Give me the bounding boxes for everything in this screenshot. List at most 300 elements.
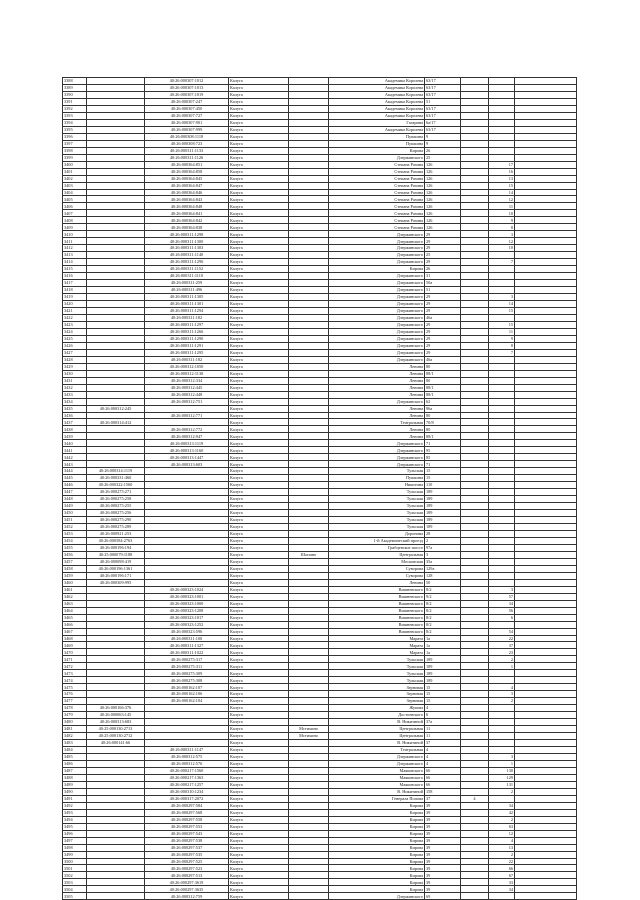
street-cell: Академика Королева xyxy=(329,78,425,85)
street-cell: Кирова xyxy=(329,865,425,872)
blank-cell xyxy=(515,398,577,405)
building-cell xyxy=(461,565,489,572)
land-cadastral-number-cell xyxy=(87,168,145,175)
object-cadastral-number-cell: 40:26:000297:568 xyxy=(145,809,229,816)
object-cadastral-number-cell: 40:26:000297:553 xyxy=(145,823,229,830)
land-cadastral-number-cell xyxy=(87,760,145,767)
land-cadastral-number-cell xyxy=(87,203,145,210)
row-number-cell: 3406 xyxy=(63,203,87,210)
city-cell: Калуга xyxy=(229,649,289,656)
row-number-cell: 3433 xyxy=(63,391,87,398)
street-cell: Дзержинского xyxy=(329,356,425,363)
row-number-cell: 3441 xyxy=(63,447,87,454)
street-cell: Кирова xyxy=(329,823,425,830)
house-cell: 35а xyxy=(425,558,461,565)
building-cell xyxy=(461,579,489,586)
blank-cell xyxy=(515,266,577,273)
land-cadastral-number-cell xyxy=(87,307,145,314)
land-cadastral-number-cell xyxy=(87,238,145,245)
table-row xyxy=(63,837,577,844)
building-cell xyxy=(461,119,489,126)
house-cell: 80 xyxy=(425,363,461,370)
house-cell: 80 xyxy=(425,377,461,384)
settlement-cell xyxy=(289,482,329,489)
settlement-cell xyxy=(289,530,329,537)
house-cell: 29 xyxy=(425,335,461,342)
blank-cell xyxy=(515,328,577,335)
blank-cell xyxy=(515,691,577,698)
building-cell xyxy=(461,370,489,377)
blank-cell xyxy=(515,447,577,454)
building-cell xyxy=(461,774,489,781)
blank-cell xyxy=(515,760,577,767)
settlement-cell xyxy=(289,830,329,837)
flat-cell xyxy=(489,510,515,517)
house-cell: 9/2 xyxy=(425,593,461,600)
blank-cell xyxy=(515,391,577,398)
blank-cell xyxy=(515,628,577,635)
settlement-cell xyxy=(289,740,329,747)
blank-cell xyxy=(515,78,577,85)
blank-cell xyxy=(515,335,577,342)
land-cadastral-number-cell xyxy=(87,802,145,809)
street-cell: Дзержинского xyxy=(329,245,425,252)
settlement-cell xyxy=(289,586,329,593)
table-row xyxy=(63,224,577,231)
flat-cell xyxy=(489,126,515,133)
house-cell: 39 xyxy=(425,879,461,886)
land-cadastral-number-cell xyxy=(87,294,145,301)
city-cell: Калуга xyxy=(229,461,289,468)
building-cell xyxy=(461,238,489,245)
blank-cell xyxy=(515,607,577,614)
city-cell: Калуга xyxy=(229,753,289,760)
building-cell xyxy=(461,510,489,517)
city-cell: Калуга xyxy=(229,168,289,175)
blank-cell xyxy=(515,802,577,809)
object-cadastral-number-cell xyxy=(145,537,229,544)
row-number-cell: 3446 xyxy=(63,482,87,489)
blank-cell xyxy=(515,663,577,670)
building-cell xyxy=(461,328,489,335)
object-cadastral-number-cell: 40:26:000364:843 xyxy=(145,196,229,203)
building-cell xyxy=(461,426,489,433)
land-cadastral-number-cell xyxy=(87,684,145,691)
house-cell: 28 xyxy=(425,530,461,537)
table-row xyxy=(63,530,577,537)
object-cadastral-number-cell: 40:26:000311:1327 xyxy=(145,642,229,649)
land-cadastral-number-cell: 40:26:000309:995 xyxy=(87,579,145,586)
flat-cell: 15 xyxy=(489,307,515,314)
street-cell: Достоевского xyxy=(329,712,425,719)
land-cadastral-number-cell xyxy=(87,280,145,287)
blank-cell xyxy=(515,147,577,154)
row-number-cell: 3394 xyxy=(63,119,87,126)
row-number-cell: 3416 xyxy=(63,273,87,280)
row-number-cell: 3420 xyxy=(63,301,87,308)
row-number-cell: 3442 xyxy=(63,454,87,461)
street-cell: Кирова xyxy=(329,837,425,844)
row-number-cell: 3412 xyxy=(63,245,87,252)
table-row xyxy=(63,433,577,440)
house-cell: 37 xyxy=(425,740,461,747)
table-row xyxy=(63,189,577,196)
street-cell: Ленина xyxy=(329,426,425,433)
street-cell: Дзержинского xyxy=(329,461,425,468)
row-number-cell: 3388 xyxy=(63,78,87,85)
row-number-cell: 3482 xyxy=(63,733,87,740)
object-cadastral-number-cell xyxy=(145,510,229,517)
object-cadastral-number-cell: 40:26:000307:450 xyxy=(145,105,229,112)
settlement-cell xyxy=(289,691,329,698)
object-cadastral-number-cell: 40:26:000297:3635 xyxy=(145,886,229,893)
table-row xyxy=(63,517,577,524)
house-cell: 46а xyxy=(425,314,461,321)
city-cell: Калуга xyxy=(229,175,289,182)
street-cell: Дзержинского xyxy=(329,447,425,454)
settlement-cell xyxy=(289,593,329,600)
building-cell xyxy=(461,760,489,767)
house-cell: 6а/17 xyxy=(425,119,461,126)
registry-rows xyxy=(63,78,577,900)
row-number-cell: 3440 xyxy=(63,440,87,447)
city-cell: Калуга xyxy=(229,405,289,412)
city-cell: Калуга xyxy=(229,377,289,384)
row-number-cell: 3480 xyxy=(63,719,87,726)
land-cadastral-number-cell xyxy=(87,593,145,600)
city-cell: Калуга xyxy=(229,238,289,245)
object-cadastral-number-cell xyxy=(145,496,229,503)
land-cadastral-number-cell xyxy=(87,753,145,760)
table-row xyxy=(63,677,577,684)
settlement-cell xyxy=(289,872,329,879)
table-row xyxy=(63,816,577,823)
table-row xyxy=(63,767,577,774)
house-cell: 51 xyxy=(425,98,461,105)
row-number-cell: 3471 xyxy=(63,656,87,663)
city-cell: Калуга xyxy=(229,161,289,168)
object-cadastral-number-cell: 40:26:000364:851 xyxy=(145,161,229,168)
row-number-cell: 3463 xyxy=(63,600,87,607)
settlement-cell: Мстихино xyxy=(289,726,329,733)
city-cell: Калуга xyxy=(229,558,289,565)
object-cadastral-number-cell: 40:26:000312:1138 xyxy=(145,370,229,377)
city-cell: Калуга xyxy=(229,670,289,677)
land-cadastral-number-cell xyxy=(87,656,145,663)
blank-cell xyxy=(515,684,577,691)
object-cadastral-number-cell xyxy=(145,517,229,524)
row-number-cell: 3457 xyxy=(63,558,87,565)
house-cell: 189 xyxy=(425,663,461,670)
object-cadastral-number-cell: 40:26:000312:771 xyxy=(145,412,229,419)
object-cadastral-number-cell: 40:26:000297:513 xyxy=(145,872,229,879)
house-cell: 8/2 xyxy=(425,600,461,607)
object-cadastral-number-cell: 40:26:000312:772 xyxy=(145,426,229,433)
blank-cell xyxy=(515,809,577,816)
table-row xyxy=(63,558,577,565)
flat-cell: 63 xyxy=(489,823,515,830)
object-cadastral-number-cell: 40:26:000323:596 xyxy=(145,628,229,635)
settlement-cell xyxy=(289,168,329,175)
table-row xyxy=(63,565,577,572)
land-cadastral-number-cell: 40:26:000275:258 xyxy=(87,496,145,503)
building-cell xyxy=(461,203,489,210)
row-number-cell: 3484 xyxy=(63,747,87,754)
table-row xyxy=(63,844,577,851)
flat-cell xyxy=(489,78,515,85)
building-cell xyxy=(461,621,489,628)
object-cadastral-number-cell xyxy=(145,719,229,726)
city-cell: Калуга xyxy=(229,328,289,335)
row-number-cell: 3460 xyxy=(63,579,87,586)
city-cell: Калуга xyxy=(229,691,289,698)
land-cadastral-number-cell xyxy=(87,670,145,677)
street-cell: Дзержинского xyxy=(329,321,425,328)
land-cadastral-number-cell xyxy=(87,154,145,161)
flat-cell xyxy=(489,266,515,273)
blank-cell xyxy=(515,733,577,740)
building-cell xyxy=(461,154,489,161)
flat-cell: 66 xyxy=(489,865,515,872)
row-number-cell: 3483 xyxy=(63,740,87,747)
house-cell: 63/17 xyxy=(425,105,461,112)
city-cell: Калуга xyxy=(229,363,289,370)
street-cell: Ленина xyxy=(329,384,425,391)
street-cell: Суворова xyxy=(329,565,425,572)
land-cadastral-number-cell xyxy=(87,454,145,461)
row-number-cell: 3466 xyxy=(63,621,87,628)
street-cell: Дзержинского xyxy=(329,753,425,760)
blank-cell xyxy=(515,238,577,245)
city-cell: Калуга xyxy=(229,496,289,503)
blank-cell xyxy=(515,294,577,301)
blank-cell xyxy=(515,558,577,565)
row-number-cell: 3439 xyxy=(63,433,87,440)
house-cell: 189 xyxy=(425,517,461,524)
object-cadastral-number-cell: 40:26:000364:847 xyxy=(145,182,229,189)
land-cadastral-number-cell xyxy=(87,78,145,85)
table-row xyxy=(63,635,577,642)
flat-cell xyxy=(489,621,515,628)
house-cell: 80 xyxy=(425,426,461,433)
building-cell xyxy=(461,98,489,105)
flat-cell: 2 xyxy=(489,698,515,705)
row-number-cell: 3464 xyxy=(63,607,87,614)
street-cell: Тульская xyxy=(329,677,425,684)
row-number-cell: 3503 xyxy=(63,879,87,886)
house-cell: 37а xyxy=(425,719,461,726)
city-cell: Калуга xyxy=(229,454,289,461)
flat-cell xyxy=(489,544,515,551)
blank-cell xyxy=(515,572,577,579)
street-cell: Тульская xyxy=(329,656,425,663)
object-cadastral-number-cell: 40:26:000311:1147 xyxy=(145,747,229,754)
blank-cell xyxy=(515,349,577,356)
table-row xyxy=(63,788,577,795)
street-cell: Маяковского xyxy=(329,774,425,781)
house-cell: 63/17 xyxy=(425,91,461,98)
row-number-cell: 3410 xyxy=(63,231,87,238)
blank-cell xyxy=(515,712,577,719)
house-cell: 70/8 xyxy=(425,419,461,426)
blank-cell xyxy=(515,795,577,802)
house-cell: 85 xyxy=(425,454,461,461)
building-cell xyxy=(461,733,489,740)
blank-cell xyxy=(515,544,577,551)
object-cadastral-number-cell: 40:26:000323:1000 xyxy=(145,600,229,607)
building-cell xyxy=(461,482,489,489)
flat-cell xyxy=(489,726,515,733)
flat-cell: 10 xyxy=(489,210,515,217)
house-cell: 63/17 xyxy=(425,126,461,133)
flat-cell: 42 xyxy=(489,809,515,816)
building-cell xyxy=(461,210,489,217)
table-row xyxy=(63,335,577,342)
street-cell: Зерновая xyxy=(329,691,425,698)
blank-cell xyxy=(515,649,577,656)
object-cadastral-number-cell: 40:26:000297:543 xyxy=(145,830,229,837)
row-number-cell: 3403 xyxy=(63,182,87,189)
flat-cell xyxy=(489,105,515,112)
table-row xyxy=(63,252,577,259)
object-cadastral-number-cell: 40:26:000364:845 xyxy=(145,175,229,182)
row-number-cell: 3390 xyxy=(63,91,87,98)
house-cell: 39 xyxy=(425,858,461,865)
building-cell xyxy=(461,140,489,147)
blank-cell xyxy=(515,586,577,593)
blank-cell xyxy=(515,321,577,328)
settlement-cell xyxy=(289,266,329,273)
building-cell xyxy=(461,753,489,760)
table-row xyxy=(63,753,577,760)
table-row xyxy=(63,544,577,551)
flat-cell: 9 xyxy=(489,335,515,342)
flat-cell: 3 xyxy=(489,231,515,238)
object-cadastral-number-cell: 40:26:000311:1152 xyxy=(145,266,229,273)
blank-cell xyxy=(515,788,577,795)
flat-cell: 4 xyxy=(489,684,515,691)
house-cell: 29 xyxy=(425,301,461,308)
settlement-cell xyxy=(289,384,329,391)
settlement-cell xyxy=(289,78,329,85)
blank-cell xyxy=(515,865,577,872)
flat-cell xyxy=(489,252,515,259)
settlement-cell xyxy=(289,370,329,377)
blank-cell xyxy=(515,405,577,412)
settlement-cell xyxy=(289,628,329,635)
house-cell: 29 xyxy=(425,245,461,252)
street-cell: Степана Разина xyxy=(329,224,425,231)
object-cadastral-number-cell: 40:26:000307:247 xyxy=(145,98,229,105)
land-cadastral-number-cell xyxy=(87,196,145,203)
blank-cell xyxy=(515,656,577,663)
building-cell xyxy=(461,321,489,328)
city-cell: Калуга xyxy=(229,510,289,517)
city-cell: Калуга xyxy=(229,210,289,217)
land-cadastral-number-cell xyxy=(87,147,145,154)
table-row xyxy=(63,78,577,85)
row-number-cell: 3487 xyxy=(63,767,87,774)
object-cadastral-number-cell xyxy=(145,572,229,579)
flat-cell xyxy=(489,530,515,537)
table-row xyxy=(63,461,577,468)
table-row xyxy=(63,245,577,252)
street-cell: Академика Королева xyxy=(329,126,425,133)
city-cell: Калуга xyxy=(229,426,289,433)
settlement-cell xyxy=(289,663,329,670)
land-cadastral-number-cell xyxy=(87,321,145,328)
blank-cell xyxy=(515,314,577,321)
row-number-cell: 3426 xyxy=(63,342,87,349)
table-row xyxy=(63,691,577,698)
land-cadastral-number-cell: 40:26:000063:145 xyxy=(87,712,145,719)
settlement-cell xyxy=(289,496,329,503)
table-row xyxy=(63,809,577,816)
flat-cell xyxy=(489,84,515,91)
house-cell: 15 xyxy=(425,684,461,691)
table-row xyxy=(63,733,577,740)
building-cell xyxy=(461,781,489,788)
street-cell: Кирова xyxy=(329,147,425,154)
table-row xyxy=(63,238,577,245)
blank-cell xyxy=(515,419,577,426)
street-cell: Ленина xyxy=(329,370,425,377)
flat-cell xyxy=(489,475,515,482)
settlement-cell xyxy=(289,705,329,712)
street-cell: Пушкина xyxy=(329,133,425,140)
land-cadastral-number-cell: 40:26:000196:194 xyxy=(87,544,145,551)
flat-cell xyxy=(489,579,515,586)
street-cell: Дзержинского xyxy=(329,287,425,294)
object-cadastral-number-cell: 40:26:000311:259 xyxy=(145,280,229,287)
table-row xyxy=(63,377,577,384)
table-row xyxy=(63,642,577,649)
city-cell: Калуга xyxy=(229,349,289,356)
city-cell: Калуга xyxy=(229,733,289,740)
blank-cell xyxy=(515,140,577,147)
object-cadastral-number-cell: 40:26:000308:1118 xyxy=(145,133,229,140)
table-row xyxy=(63,593,577,600)
table-row xyxy=(63,84,577,91)
row-number-cell: 3476 xyxy=(63,691,87,698)
flat-cell: 22 xyxy=(489,635,515,642)
blank-cell xyxy=(515,823,577,830)
street-cell: Кирова xyxy=(329,858,425,865)
settlement-cell xyxy=(289,635,329,642)
street-cell: Кирова xyxy=(329,872,425,879)
street-cell: Кирова xyxy=(329,830,425,837)
object-cadastral-number-cell: 40:26:000312:759 xyxy=(145,893,229,900)
house-cell: 126 xyxy=(425,182,461,189)
street-cell: Маяковского xyxy=(329,767,425,774)
object-cadastral-number-cell: 40:26:000307:1019 xyxy=(145,91,229,98)
object-cadastral-number-cell: 40:26:000297:538 xyxy=(145,837,229,844)
flat-cell: 129 xyxy=(489,774,515,781)
object-cadastral-number-cell: 40:26:000311:1298 xyxy=(145,231,229,238)
land-cadastral-number-cell xyxy=(87,342,145,349)
table-row xyxy=(63,551,577,558)
settlement-cell xyxy=(289,544,329,551)
house-cell: 8/2 xyxy=(425,586,461,593)
house-cell: 8/2 xyxy=(425,614,461,621)
building-cell xyxy=(461,698,489,705)
city-cell: Калуга xyxy=(229,203,289,210)
row-number-cell: 3421 xyxy=(63,307,87,314)
flat-cell: 2 xyxy=(489,656,515,663)
row-number-cell: 3389 xyxy=(63,84,87,91)
city-cell: Калуга xyxy=(229,795,289,802)
building-cell xyxy=(461,503,489,510)
